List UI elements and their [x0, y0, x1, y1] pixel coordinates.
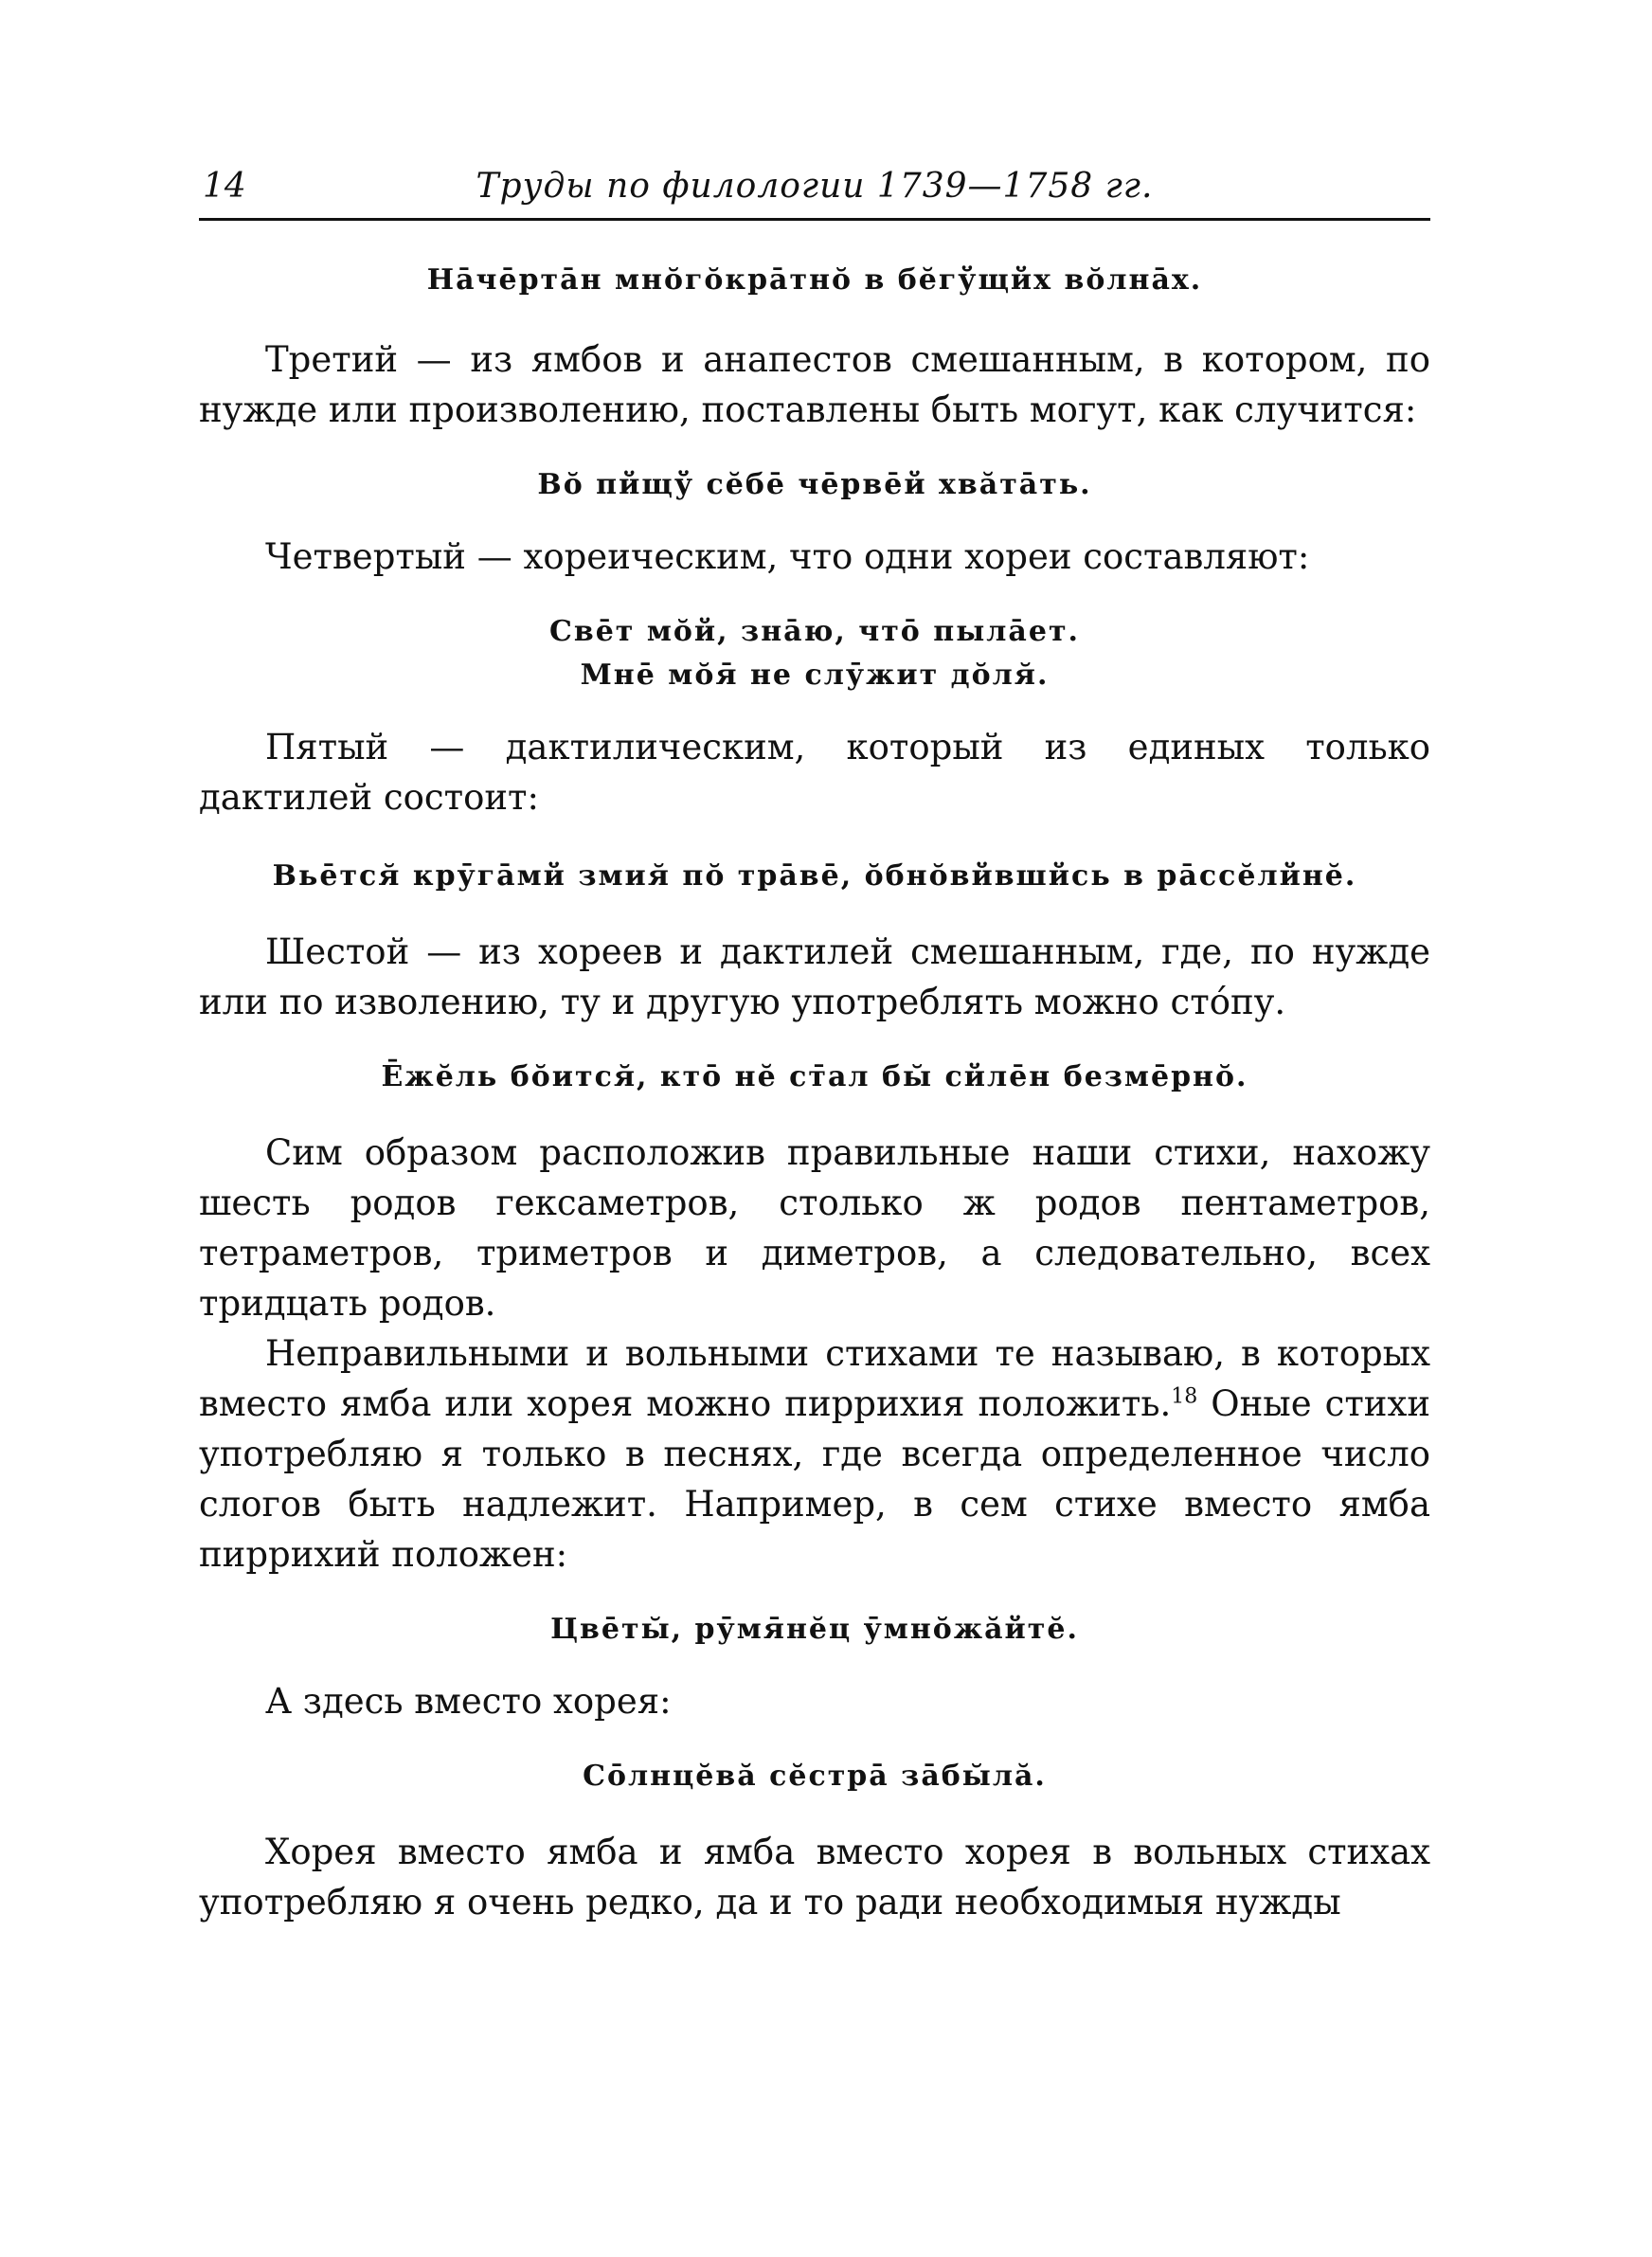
running-header [199, 161, 1430, 221]
verse-example: Е̄жӗль бо̆ится̆, кто̄ нӗ ст̄ал бы̆ сйле̄н безме̄рно̆. [381, 1060, 1248, 1093]
verse-example: Мне̄ мо̆я̄ не слӯжит до̆ля̆. [580, 659, 1050, 692]
verse-example: Цве̄ты̆, рӯмя̄нӗц ӯмно̆жӑйтӗ. [550, 1613, 1079, 1646]
paragraph: Четвертый — хореическим, что одни хореи составляют: [265, 536, 1310, 577]
verse-example: На̄че̄рта̄н мно̆го̆кра̄тно̆ в бӗгўщйх во̆лна̄х. [426, 263, 1203, 297]
verse-example: Во̆ пйщў сӗбе̄ че̄рве̄й хвӑта̄ть. [537, 468, 1092, 501]
verse-example: Све̄т мо̆й, зна̄ю, что̄ пыла̄ет. [549, 615, 1080, 648]
paragraph: Третий — из ямбов и анапестов смешанным, в котором, по нужде или произволению, поставлены быть могут, как случится: [199, 339, 1430, 430]
footnote-marker[interactable]: 18 [1171, 1384, 1198, 1409]
paragraph-text: Оные стихи употребляю я только в песнях, где всегда определенное число слогов быть надлежит. Например, в сем стихе вместо ямба пиррихий положен: [199, 1383, 1430, 1575]
paragraph: Пятый — дактилическим, который из единых только дактилей состоит: [199, 727, 1430, 818]
paragraph: Шестой — из хореев и дактилей смешанным, где, по нужде или по изволению, ту и другую употреблять можно сто́пу. [199, 931, 1430, 1022]
paragraph: А здесь вместо хорея: [265, 1681, 672, 1722]
running-title: Труды по филологии 1739—1758 гг. [476, 167, 1154, 206]
paragraph [199, 1328, 1430, 1580]
verse-example: Со̄лнцӗвӑ сӗстра̄ за̄бы̆лӑ. [583, 1760, 1047, 1793]
page [199, 161, 1430, 1927]
page-number: 14 [203, 167, 246, 206]
paragraph: Хорея вместо ямба и ямба вместо хорея в вольных стихах употребляю я очень редко, да и то ради необходимыя нужды [199, 1832, 1430, 1923]
paragraph-text: Неправильными и вольными стихами те называю, в которых вместо ямба или хорея можно пиррихия положить. [199, 1333, 1430, 1424]
verse-example: Вье̄тся̆ крӯга̄мй змия̆ по̆ тра̄ве̄, о̆бно̆вйвшйсь в ра̄ссӗлйнӗ. [272, 859, 1357, 893]
paragraph: Сим образом расположив правильные наши стихи, нахожу шесть родов гексаметров, столько ж родов пентаметров, тетраметров, триметров и диметров, а следовательно, всех тридцать родов. [199, 1132, 1430, 1324]
